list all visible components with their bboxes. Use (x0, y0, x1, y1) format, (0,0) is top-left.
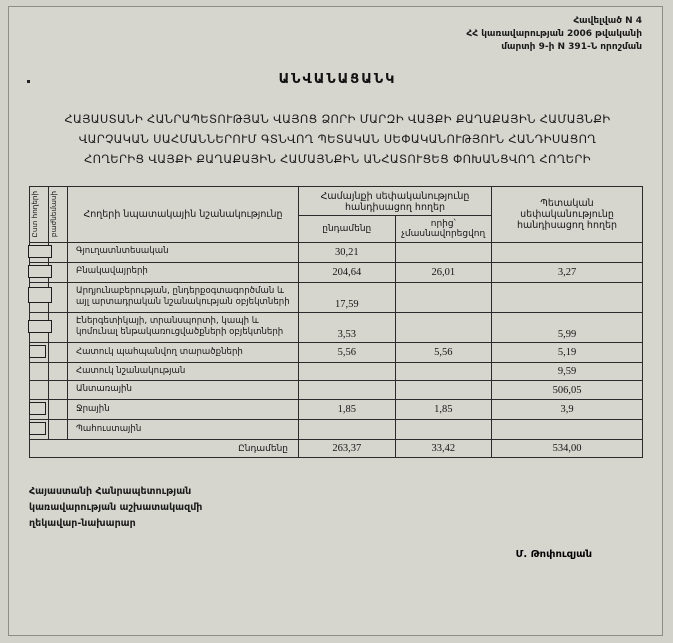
row-community-nonprivate: 5,56 (395, 342, 492, 362)
signatory-line-1: Հայաստանի Հանրապետության (29, 486, 192, 498)
row-community-total: 17,59 (299, 282, 396, 312)
land-table (29, 186, 643, 459)
table-row (30, 381, 643, 400)
row-purpose-label: Հատուկ նշանակության (68, 362, 299, 381)
row-community-total: 204,64 (299, 262, 396, 282)
row-community-nonprivate (395, 362, 492, 381)
row-purpose-label: Անտառային (68, 381, 299, 400)
row-share-cell-2 (49, 400, 68, 420)
row-community-total (299, 420, 396, 440)
row-community-nonprivate: 26,01 (395, 262, 492, 282)
table-row (30, 312, 643, 342)
signature-name: Մ. Թոփուզյան (515, 548, 592, 560)
table-row (30, 420, 643, 440)
row-purpose-label: Պահուստային (68, 420, 299, 440)
row-community-nonprivate (395, 381, 492, 400)
row-community-total: 30,21 (299, 242, 396, 262)
row-share-cell (30, 381, 49, 400)
table-row (30, 262, 643, 282)
checkbox-unchecked[interactable] (29, 422, 46, 435)
annex-header-line-3: մարտի 9-ի N 391-Ն որոշման (501, 42, 642, 53)
row-purpose-label: Ջրային (68, 400, 299, 420)
subtitle-line-2: ՎԱՐՉԱԿԱՆ ՍԱՀՄԱՆՆԵՐՈՒՄ ԳՏՆՎՈՂ ՊԵՏԱԿԱՆ ՍԵՓԱԿԱՆՈՒԹՅՈՒՆ ՀԱՆԴԻՍԱՑՈՂ (78, 132, 597, 147)
row-state-total: 3,9 (492, 400, 643, 420)
column-header-community-group: Համայնքի սեփականությունը հանդիսացող հողեր (299, 186, 492, 215)
total-community-total: 263,37 (299, 440, 396, 458)
table-row (30, 242, 643, 262)
land-table-body (30, 242, 643, 458)
row-state-total: 5,99 (492, 312, 643, 342)
document-sheet (8, 6, 663, 636)
signatory-line-3: ղեկավար-նախարար (29, 518, 136, 530)
column-header-rot-2: բաժնեմասի (49, 186, 68, 242)
annex-header-line-1: Հավելված N 4 (573, 16, 642, 26)
row-share-cell (30, 362, 49, 381)
column-header-state: Պետական սեփականությունը հանդիսացող հողեր (492, 186, 643, 242)
land-table-header-row-1 (30, 186, 643, 215)
row-community-nonprivate (395, 242, 492, 262)
row-share-cell (30, 312, 49, 342)
row-share-cell (30, 420, 49, 440)
signatory-line-2: կառավարության աշխատակազմի (29, 502, 203, 514)
row-community-total (299, 362, 396, 381)
row-share-cell-2 (49, 381, 68, 400)
row-community-nonprivate: 1,85 (395, 400, 492, 420)
row-community-total: 5,56 (299, 342, 396, 362)
land-table-head (30, 186, 643, 242)
row-community-total: 3,53 (299, 312, 396, 342)
checkbox-unchecked[interactable] (29, 345, 46, 358)
row-share-cell-2 (49, 362, 68, 381)
checkbox-unchecked[interactable] (28, 265, 52, 278)
row-purpose-label: Հատուկ պահպանվող տարածքների (68, 342, 299, 362)
row-state-total: 9,59 (492, 362, 643, 381)
column-header-purpose: Հողերի նպատակային նշանակությունը (68, 186, 299, 242)
row-community-total: 1,85 (299, 400, 396, 420)
row-state-total (492, 242, 643, 262)
document-body (29, 15, 646, 560)
checkbox-unchecked[interactable] (28, 287, 52, 303)
table-row (30, 282, 643, 312)
document-subtitle (29, 109, 646, 169)
total-community-nonprivate: 33,42 (395, 440, 492, 458)
row-purpose-label: Գյուղատնտեսական (68, 242, 299, 262)
column-header-community-total: ընդամենը (299, 215, 396, 242)
page-title: ԱՆՎԱՆԱՑԱՆԿ (278, 72, 397, 88)
row-state-total: 5,19 (492, 342, 643, 362)
row-purpose-label: Բնակավայրերի (68, 262, 299, 282)
row-community-total (299, 381, 396, 400)
table-row (30, 400, 643, 420)
checkbox-unchecked[interactable] (28, 320, 52, 333)
row-community-nonprivate (395, 420, 492, 440)
total-label: Ընդամենը (30, 440, 299, 458)
row-share-cell (30, 400, 49, 420)
total-state-total: 534,00 (492, 440, 643, 458)
table-row (30, 362, 643, 381)
row-purpose-label: Արդյունաբերության, ընդերքօգտագործման և այլ արտադրական նշանակության օբյեկտների (68, 282, 299, 312)
row-state-total: 506,05 (492, 381, 643, 400)
row-share-cell-2 (49, 420, 68, 440)
row-share-cell (30, 282, 49, 312)
annex-header-line-2: ՀՀ կառավարության 2006 թվականի (466, 29, 642, 40)
table-row (30, 342, 643, 362)
signatory-block (29, 484, 646, 532)
column-header-rot-1: Ըստ հողերի (30, 186, 49, 242)
row-state-total: 3,27 (492, 262, 643, 282)
annex-header (29, 15, 646, 54)
row-state-total (492, 282, 643, 312)
row-share-cell (30, 242, 49, 262)
row-community-nonprivate (395, 312, 492, 342)
subtitle-line-3: ՀՈՂԵՐԻՑ ՎԱՅՔԻ ՔԱՂԱՔԱՅԻՆ ՀԱՄԱՅՆՔԻՆ ԱՆՀԱՏՈՒՑԵՑ ՓՈԽԱՆՑՎՈՂ ՀՈՂԵՐԻ (84, 152, 591, 167)
row-share-cell (30, 342, 49, 362)
subtitle-line-1: ՀԱՅԱՍՏԱՆԻ ՀԱՆՐԱՊԵՏՈՒԹՅԱՆ ՎԱՅՈՑ ՁՈՐԻ ՄԱՐԶԻ ՎԱՅՔԻ ՔԱՂԱՔԱՅԻՆ ՀԱՄԱՅՆՔԻ (64, 112, 611, 127)
signature-row (29, 549, 646, 560)
row-state-total (492, 420, 643, 440)
column-header-community-nonprivate: որից՝ չմասնավորեցվող (395, 215, 492, 242)
row-share-cell-2 (49, 342, 68, 362)
checkbox-unchecked[interactable] (28, 245, 52, 258)
row-purpose-label: Էներգետիկայի, տրանսպորտի, կապի և կոմունալ ենթակառուցվածքների օբյեկտների (68, 312, 299, 342)
row-community-nonprivate (395, 282, 492, 312)
table-total-row (30, 440, 643, 458)
checkbox-unchecked[interactable] (29, 402, 46, 415)
row-share-cell (30, 262, 49, 282)
